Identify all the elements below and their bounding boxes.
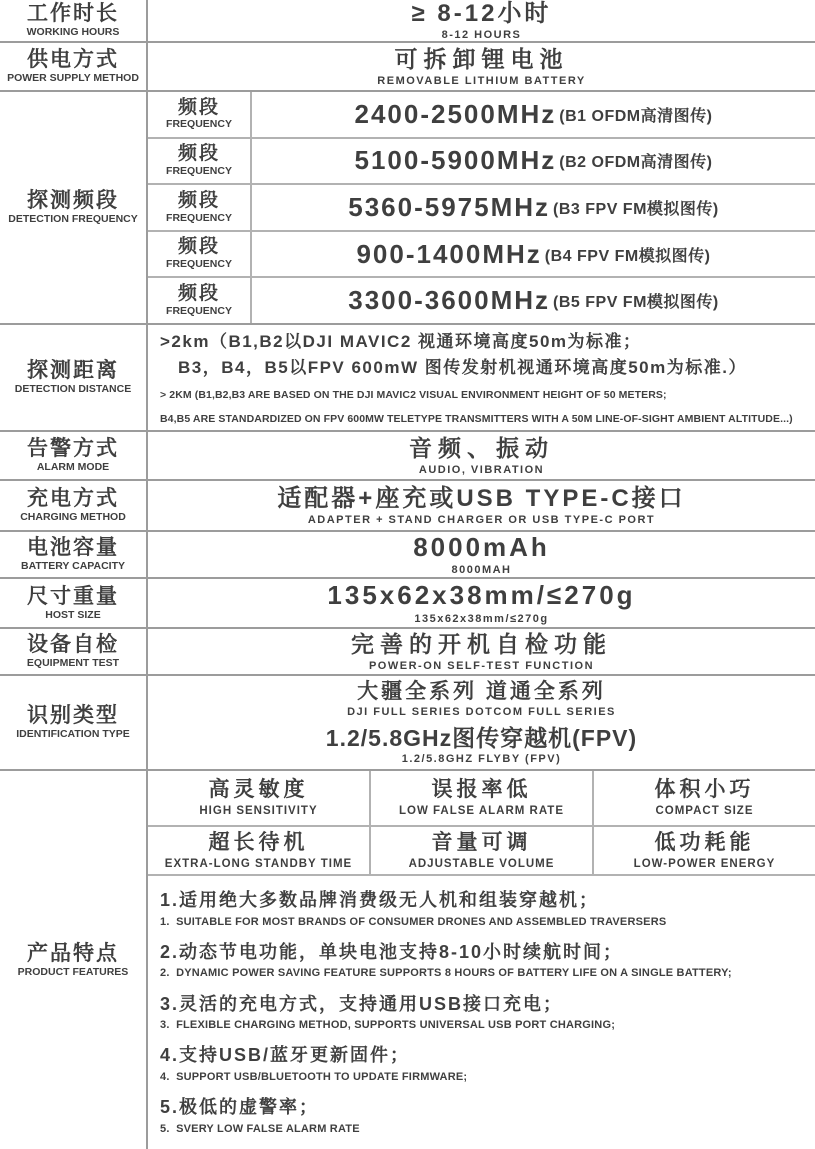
battery-capacity-label <box>0 532 148 577</box>
band-note: (B2 OFDM高清图传) <box>559 154 713 172</box>
working-hours-label <box>0 0 148 41</box>
charging-method-value-en: ADAPTER + STAND CHARGER OR USB TYPE-C PORT <box>307 514 656 527</box>
identification-type-label-zh: 识别类型 <box>27 704 119 728</box>
band-value <box>252 185 815 230</box>
feature-en: HIGH SENSITIVITY <box>199 805 318 818</box>
band-range: 3300-3600MHz <box>348 285 551 316</box>
battery-capacity-value-en: 8000MAH <box>451 564 512 577</box>
band-note: (B1 OFDM高清图传) <box>559 107 713 125</box>
band-sublabel-en: FREQUENCY <box>166 165 232 178</box>
band-sublabel <box>148 185 252 230</box>
identification-value1-zh: 大疆全系列 道通全系列 <box>357 679 606 703</box>
band-note: (B5 FPV FM模拟图传) <box>553 294 719 312</box>
alarm-mode-value-zh: 音频、振动 <box>409 435 554 462</box>
detection-frequency-label-en: DETECTION FREQUENCY <box>8 213 138 226</box>
feature-cell <box>371 771 594 825</box>
product-features-label-zh: 产品特点 <box>27 941 119 965</box>
distance-zh-line1: >2km（B1,B2以DJI MAVIC2 视通环境高度50m为标准； <box>160 332 642 352</box>
row-equipment-test <box>0 629 815 676</box>
frequency-band-row <box>148 278 815 323</box>
identification-value1-en: DJI FULL SERIES DOTCOM FULL SERIES <box>347 705 616 718</box>
charging-method-label <box>0 481 148 530</box>
frequency-band-row <box>148 232 815 279</box>
working-hours-value <box>148 0 815 41</box>
band-value <box>252 278 815 323</box>
band-sublabel-zh: 频段 <box>177 189 220 211</box>
row-detection-frequency <box>0 92 815 325</box>
host-size-value-en: 135x62x38mm/≤270g <box>414 612 549 625</box>
feature-zh: 高灵敏度 <box>208 778 309 802</box>
equipment-test-value-zh: 完善的开机自检功能 <box>351 631 612 658</box>
band-value <box>252 139 815 184</box>
band-range: 5360-5975MHz <box>348 191 551 222</box>
band-sublabel <box>148 232 252 277</box>
feature-list-item <box>160 1097 809 1136</box>
product-features-label-en: PRODUCT FEATURES <box>17 965 129 978</box>
feature-item-en: 3. FLEXIBLE CHARGING METHOD, SUPPORTS UNIVERSAL USB PORT CHARGING; <box>160 1019 616 1032</box>
feature-en: ADJUSTABLE VOLUME <box>408 858 555 871</box>
detection-distance-label <box>0 325 148 430</box>
feature-item-zh: 2.动态节电功能，单块电池支持8-10小时续航时间； <box>160 941 624 962</box>
row-detection-distance <box>0 325 815 432</box>
distance-en-line1: > 2KM (B1,B2,B3 ARE BASED ON THE DJI MAVIC2 VISUAL ENVIRONMENT HEIGHT OF 50 METERS; <box>160 389 667 402</box>
feature-list-item <box>160 1045 809 1084</box>
host-size-value-zh: 135x62x38mm/≤270g <box>327 580 636 610</box>
identification-type-label-en: IDENTIFICATION TYPE <box>16 728 130 741</box>
feature-grid-row <box>148 771 815 827</box>
band-range: 2400-2500MHz <box>354 98 557 129</box>
feature-list-item <box>160 942 809 981</box>
feature-item-en: 1. SUITABLE FOR MOST BRANDS OF CONSUMER DRONES AND ASSEMBLED TRAVERSERS <box>160 915 667 928</box>
band-note: (B3 FPV FM模拟图传) <box>553 200 719 218</box>
feature-item-zh: 5.极低的虚警率； <box>160 1097 320 1118</box>
feature-item-zh: 1.适用绝大多数品牌消费级无人机和组装穿越机； <box>160 890 600 911</box>
detection-distance-label-zh: 探测距离 <box>27 359 119 383</box>
power-supply-value-zh: 可拆卸锂电池 <box>394 46 569 73</box>
feature-item-en: 5. SVERY LOW FALSE ALARM RATE <box>160 1122 360 1135</box>
band-sublabel <box>148 278 252 323</box>
alarm-mode-value-en: AUDIO, VIBRATION <box>418 463 545 476</box>
feature-cell <box>594 827 815 874</box>
feature-zh: 超长待机 <box>208 830 309 854</box>
band-range: 900-1400MHz <box>356 238 542 269</box>
detection-frequency-label-zh: 探测频段 <box>27 189 119 213</box>
distance-en-line2: B4,B5 ARE STANDARDIZED ON FPV 600MW TELETYPE TRANSMITTERS WITH A 50M LINE-OF-SIGHT AMBIENT ALTITUDE...) <box>160 413 793 425</box>
identification-value2-zh: 1.2/5.8GHz图传穿越机(FPV) <box>325 724 638 751</box>
charging-method-label-en: CHARGING METHOD <box>20 511 126 524</box>
charging-method-label-zh: 充电方式 <box>27 487 119 511</box>
identification-type-label <box>0 676 148 769</box>
detection-distance-value <box>148 325 815 430</box>
feature-cell <box>371 827 594 874</box>
row-product-features <box>0 771 815 1149</box>
host-size-label-zh: 尺寸重量 <box>27 584 119 608</box>
feature-en: EXTRA-LONG STANDBY TIME <box>164 858 353 871</box>
band-range: 5100-5900MHz <box>354 145 557 176</box>
band-sublabel-en: FREQUENCY <box>166 211 232 224</box>
feature-en: LOW-POWER ENERGY <box>633 858 776 871</box>
equipment-test-label <box>0 629 148 674</box>
frequency-band-row <box>148 185 815 232</box>
feature-zh: 低功耗能 <box>654 830 755 854</box>
band-note: (B4 FPV FM模拟图传) <box>544 247 711 265</box>
feature-list <box>148 876 815 1149</box>
feature-grid-row <box>148 827 815 876</box>
host-size-value <box>148 579 815 627</box>
row-alarm-mode <box>0 432 815 481</box>
frequency-band-row <box>148 139 815 186</box>
working-hours-value-en: 8-12 HOURS <box>441 29 522 42</box>
feature-en: COMPACT SIZE <box>655 805 754 818</box>
detection-frequency-label <box>0 92 148 323</box>
host-size-label <box>0 579 148 627</box>
power-supply-label-en: POWER SUPPLY METHOD <box>7 72 139 85</box>
alarm-mode-label-en: ALARM MODE <box>36 461 110 474</box>
band-sublabel-en: FREQUENCY <box>166 258 232 271</box>
feature-list-item <box>160 890 809 929</box>
alarm-mode-label-zh: 告警方式 <box>27 437 119 461</box>
working-hours-value-zh: ≥ 8-12小时 <box>411 0 552 27</box>
alarm-mode-value <box>148 432 815 479</box>
alarm-mode-label <box>0 432 148 479</box>
feature-cell <box>148 827 371 874</box>
equipment-test-value-en: POWER-ON SELF-TEST FUNCTION <box>368 659 595 672</box>
feature-zh: 误报率低 <box>431 778 532 802</box>
band-sublabel-zh: 频段 <box>177 282 220 304</box>
band-sublabel-zh: 频段 <box>177 96 220 118</box>
host-size-label-en: HOST SIZE <box>45 608 101 621</box>
feature-cell <box>148 771 371 825</box>
band-value <box>252 232 815 277</box>
row-host-size <box>0 579 815 629</box>
equipment-test-value <box>148 629 815 674</box>
feature-cell <box>594 771 815 825</box>
battery-capacity-value <box>148 532 815 577</box>
battery-capacity-label-en: BATTERY CAPACITY <box>20 560 126 573</box>
row-working-hours <box>0 0 815 43</box>
product-features-label <box>0 771 148 1149</box>
feature-zh: 体积小巧 <box>654 778 755 802</box>
feature-zh: 音量可调 <box>431 830 532 854</box>
charging-method-value <box>148 481 815 530</box>
row-charging-method <box>0 481 815 532</box>
row-identification-type <box>0 676 815 771</box>
band-sublabel-zh: 频段 <box>177 143 220 165</box>
band-sublabel <box>148 139 252 184</box>
equipment-test-label-zh: 设备自检 <box>27 633 119 657</box>
feature-item-en: 2. DYNAMIC POWER SAVING FEATURE SUPPORTS 8 HOURS OF BATTERY LIFE ON A SINGLE BATTERY; <box>160 967 732 980</box>
product-features-content <box>148 771 815 1149</box>
power-supply-label-zh: 供电方式 <box>27 48 119 72</box>
identification-value2-en: 1.2/5.8GHZ FLYBY (FPV) <box>401 753 562 766</box>
band-value <box>252 92 815 137</box>
equipment-test-label-en: EQUIPMENT TEST <box>26 657 120 670</box>
detection-distance-label-en: DETECTION DISTANCE <box>14 383 132 396</box>
band-sublabel-en: FREQUENCY <box>166 304 232 317</box>
power-supply-value-en: REMOVABLE LITHIUM BATTERY <box>377 74 586 87</box>
frequency-band-row <box>148 92 815 139</box>
band-sublabel-en: FREQUENCY <box>166 118 232 131</box>
feature-item-zh: 3.灵活的充电方式，支持通用USB接口充电； <box>160 993 564 1014</box>
power-supply-label <box>0 43 148 90</box>
row-power-supply <box>0 43 815 92</box>
feature-en: LOW FALSE ALARM RATE <box>398 805 564 818</box>
charging-method-value-zh: 适配器+座充或USB TYPE-C接口 <box>277 484 686 512</box>
working-hours-label-zh: 工作时长 <box>27 2 119 26</box>
frequency-bands <box>148 92 815 323</box>
power-supply-value <box>148 43 815 90</box>
row-battery-capacity <box>0 532 815 579</box>
band-sublabel-zh: 频段 <box>177 236 220 258</box>
battery-capacity-value-zh: 8000mAh <box>413 531 550 562</box>
identification-type-value <box>148 676 815 769</box>
working-hours-label-en: WORKING HOURS <box>26 26 120 39</box>
distance-zh-line2: B3，B4，B5以FPV 600mW 图传发射机视通环境高度50m为标准.） <box>178 357 747 377</box>
band-sublabel <box>148 92 252 137</box>
battery-capacity-label-zh: 电池容量 <box>27 536 119 560</box>
feature-item-en: 4. SUPPORT USB/BLUETOOTH TO UPDATE FIRMWARE; <box>160 1071 468 1084</box>
feature-list-item <box>160 994 809 1033</box>
feature-item-zh: 4.支持USB/蓝牙更新固件； <box>160 1045 411 1066</box>
